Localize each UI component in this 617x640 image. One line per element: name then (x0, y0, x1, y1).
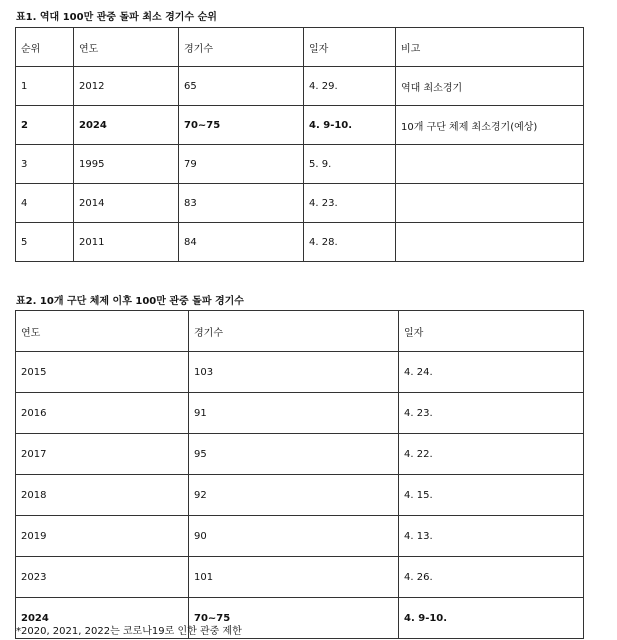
cell-games: 70~75 (189, 598, 399, 639)
cell-games: 92 (189, 475, 399, 516)
table-row (16, 516, 584, 557)
fewest-games-ranking-table (15, 27, 584, 262)
cell-rank: 5 (16, 223, 74, 262)
cell-note (396, 223, 584, 262)
cell-date: 4. 9-10. (399, 598, 584, 639)
cell-date: 4. 15. (399, 475, 584, 516)
cell-games: 79 (179, 145, 304, 184)
table-row (16, 557, 584, 598)
cell-year: 2018 (16, 475, 189, 516)
table-row (16, 393, 584, 434)
header-year: 연도 (74, 28, 179, 67)
cell-year: 1995 (74, 145, 179, 184)
table-row (16, 434, 584, 475)
cell-date: 4. 24. (399, 352, 584, 393)
cell-year: 2023 (16, 557, 189, 598)
cell-date: 4. 29. (304, 67, 396, 106)
table-header-row (16, 28, 584, 67)
cell-rank: 3 (16, 145, 74, 184)
header-year: 연도 (16, 311, 189, 352)
cell-games: 84 (179, 223, 304, 262)
table-row (16, 184, 584, 223)
cell-year: 2012 (74, 67, 179, 106)
cell-games: 70~75 (179, 106, 304, 145)
cell-games: 90 (189, 516, 399, 557)
header-note: 비고 (396, 28, 584, 67)
footnote: *2020, 2021, 2022는 코로나19로 인한 관중 제한 (16, 626, 242, 637)
cell-games: 83 (179, 184, 304, 223)
cell-date: 4. 23. (304, 184, 396, 223)
table-header-row (16, 311, 584, 352)
cell-date: 4. 23. (399, 393, 584, 434)
header-rank: 순위 (16, 28, 74, 67)
header-games: 경기수 (179, 28, 304, 67)
cell-year: 2024 (74, 106, 179, 145)
cell-games: 101 (189, 557, 399, 598)
cell-year: 2024 (16, 598, 189, 639)
ten-team-era-games-table (15, 310, 584, 639)
table-row (16, 475, 584, 516)
cell-year: 2014 (74, 184, 179, 223)
cell-date: 5. 9. (304, 145, 396, 184)
cell-rank: 4 (16, 184, 74, 223)
table-row (16, 145, 584, 184)
cell-note: 역대 최소경기 (396, 67, 584, 106)
cell-games: 65 (179, 67, 304, 106)
cell-games: 91 (189, 393, 399, 434)
table-row (16, 352, 584, 393)
cell-year: 2016 (16, 393, 189, 434)
cell-year: 2017 (16, 434, 189, 475)
header-games: 경기수 (189, 311, 399, 352)
cell-rank: 2 (16, 106, 74, 145)
table-row (16, 223, 584, 262)
header-date: 일자 (304, 28, 396, 67)
cell-note (396, 184, 584, 223)
cell-year: 2019 (16, 516, 189, 557)
cell-games: 95 (189, 434, 399, 475)
table2-caption: 표2. 10개 구단 체제 이후 100만 관중 돌파 경기수 (16, 296, 244, 307)
cell-note: 10개 구단 체제 최소경기(예상) (396, 106, 584, 145)
table-row-highlighted (16, 106, 584, 145)
table-row (16, 67, 584, 106)
cell-date: 4. 13. (399, 516, 584, 557)
cell-note (396, 145, 584, 184)
cell-date: 4. 26. (399, 557, 584, 598)
cell-date: 4. 22. (399, 434, 584, 475)
cell-date: 4. 9-10. (304, 106, 396, 145)
cell-date: 4. 28. (304, 223, 396, 262)
cell-games: 103 (189, 352, 399, 393)
cell-year: 2015 (16, 352, 189, 393)
cell-year: 2011 (74, 223, 179, 262)
table1-caption: 표1. 역대 100만 관중 돌파 최소 경기수 순위 (16, 12, 217, 23)
cell-rank: 1 (16, 67, 74, 106)
header-date: 일자 (399, 311, 584, 352)
